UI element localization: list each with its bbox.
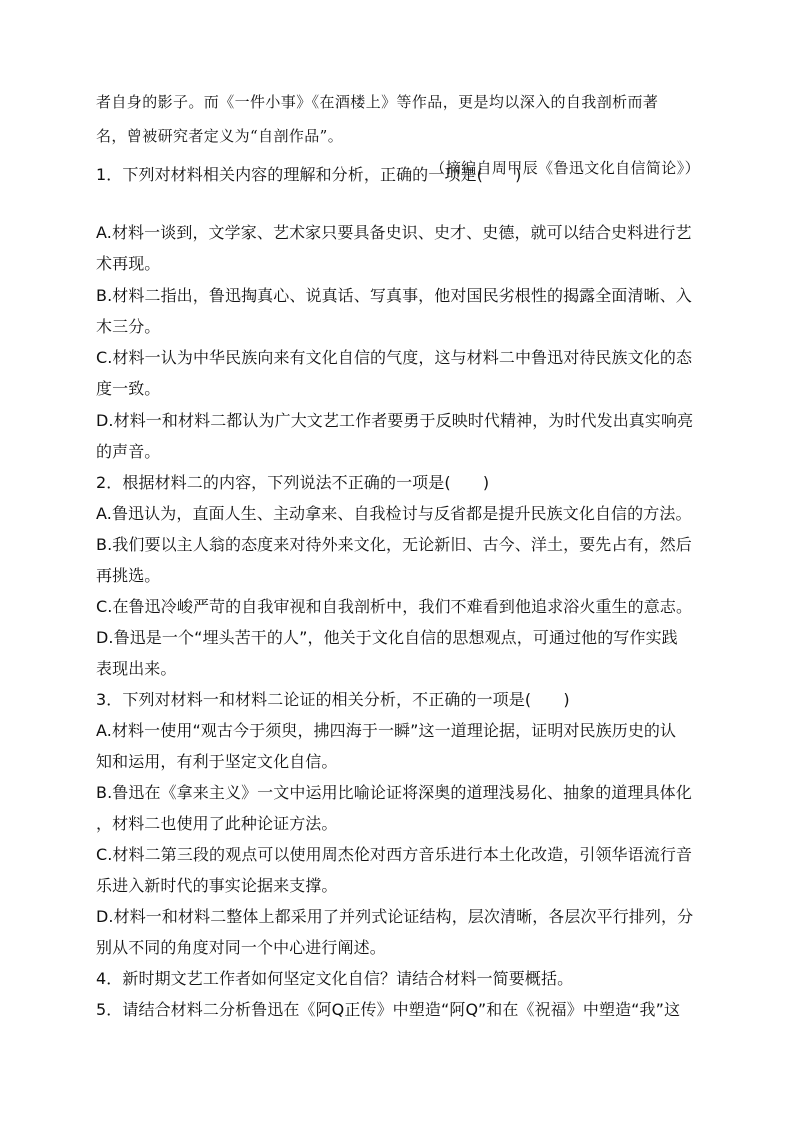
question-1-option-b-line-1: B.材料二指出，鲁迅掏真心、说真话、写真事，他对国民劣根性的揭露全面清晰、入 <box>96 286 692 305</box>
question-3-option-a-line-1: A.材料一使用“观古今于须臾，拂四海于一瞬”这一道理论据，证明对民族历史的认 <box>96 721 677 740</box>
question-3-option-d-line-2: 别从不同的角度对同一个中心进行阐述。 <box>96 938 386 957</box>
question-1-option-a-line-1: A.材料一谈到，文学家、艺术家只要具备史识、史才、史德，就可以结合史料进行艺 <box>96 223 692 242</box>
question-2-option-d-line-1: D.鲁迅是一个“埋头苦干的人”，他关于文化自信的思想观点，可通过他的写作实践 <box>96 628 678 647</box>
question-3-option-c-line-2: 乐进入新时代的事实论据来支撑。 <box>96 876 338 895</box>
material-tail-line-2: 名，曾被研究者定义为“自剖作品”。 <box>96 127 344 145</box>
question-4-stem: 4．新时期文艺工作者如何坚定文化自信？请结合材料一简要概括。 <box>96 969 574 988</box>
question-2-option-a-line-1: A.鲁迅认为，直面人生、主动拿来、自我检讨与反省都是提升民族文化自信的方法。 <box>96 504 692 523</box>
question-1-option-c-line-2: 度一致。 <box>96 379 161 398</box>
question-2-stem: 2．根据材料二的内容，下列说法不正确的一项是( ) <box>96 473 490 492</box>
question-1-option-a-line-2: 术再现。 <box>96 254 161 273</box>
question-3-option-c-line-1: C.材料二第三段的观点可以使用周杰伦对西方音乐进行本土化改造，引领华语流行音 <box>96 845 693 864</box>
question-3-stem: 3．下列对材料一和材料二论证的相关分析，不正确的一项是( ) <box>96 690 570 709</box>
material-source: （摘编自周甲辰《鲁迅文化自信简论》） <box>430 159 700 177</box>
question-2-option-c-line-1: C.在鲁迅冷峻严苛的自我审视和自我剖析中，我们不难看到他追求浴火重生的意志。 <box>96 597 693 616</box>
question-1-stem: 1．下列对材料相关内容的理解和分析，正确的一项是( ) <box>96 165 522 184</box>
question-1-option-c-line-1: C.材料一认为中华民族向来有文化自信的气度，这与材料二中鲁迅对待民族文化的态 <box>96 348 693 367</box>
material-tail-line-1: 者自身的影子。而《一件小事》《在酒楼上》等作品，更是均以深入的自我剖析而著 <box>96 93 659 111</box>
question-2-option-d-line-2: 表现出来。 <box>96 659 177 678</box>
question-3-option-b-line-2: ，材料二也使用了此种论证方法。 <box>96 814 338 833</box>
question-2-option-b-line-2: 再挑选。 <box>96 566 161 585</box>
question-1-option-b-line-2: 木三分。 <box>96 317 161 336</box>
question-2-option-b-line-1: B.我们要以主人翁的态度来对待外来文化，无论新旧、古今、洋土，要先占有，然后 <box>96 535 692 554</box>
question-5-stem: 5．请结合材料二分析鲁迅在《阿Q正传》中塑造“阿Q”和在《祝福》中塑造“我”这 <box>96 1000 681 1019</box>
question-1-option-d-line-1: D.材料一和材料二都认为广大文艺工作者要勇于反映时代精神，为时代发出真实响亮 <box>96 411 694 430</box>
question-3-option-d-line-1: D.材料一和材料二整体上都采用了并列式论证结构，层次清晰，各层次平行排列，分 <box>96 907 694 926</box>
question-3-option-b-line-1: B.鲁迅在《拿来主义》一文中运用比喻论证将深奥的道理浅易化、抽象的道理具体化 <box>96 783 692 802</box>
question-1-option-d-line-2: 的声音。 <box>96 442 161 461</box>
question-3-option-a-line-2: 知和运用，有利于坚定文化自信。 <box>96 752 338 771</box>
